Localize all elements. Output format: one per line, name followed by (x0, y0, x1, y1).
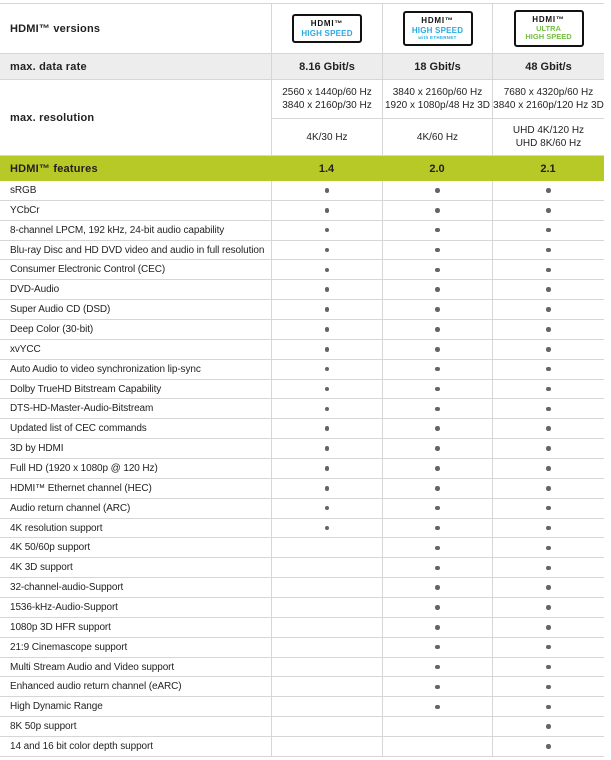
feature-row (0, 399, 604, 419)
support-cell-hdmi14 (271, 340, 382, 359)
support-cell-hdmi14 (271, 459, 382, 478)
support-dot (435, 546, 440, 551)
support-dot (325, 327, 330, 332)
feature-row (0, 380, 604, 400)
support-cell-hdmi14 (271, 697, 382, 716)
support-dot (435, 248, 440, 253)
support-cell-hdmi20 (382, 658, 492, 677)
support-dot (435, 605, 440, 610)
support-cell-hdmi20 (382, 737, 492, 756)
support-cell-hdmi21 (492, 360, 604, 379)
support-dot (546, 307, 551, 312)
feature-row (0, 658, 604, 678)
resolution-primary-hdmi20 (382, 80, 492, 118)
support-dot (435, 566, 440, 571)
support-cell-hdmi21 (492, 221, 604, 240)
hdmi-logo: HDMI™ (310, 18, 344, 28)
hdmi-high-speed-badge (292, 14, 362, 43)
support-dot (325, 466, 330, 471)
support-dot (546, 724, 551, 729)
support-cell-hdmi14 (271, 499, 382, 518)
hdmi-ultra-high-speed-badge (514, 10, 584, 47)
resolution-line: 3840 x 2160p/120 Hz 3D (493, 100, 604, 112)
support-dot (546, 486, 551, 491)
feature-label: Auto Audio to video synchronization lip-sync (10, 363, 201, 375)
support-dot (546, 287, 551, 292)
support-cell-hdmi20 (382, 221, 492, 240)
support-dot (435, 486, 440, 491)
feature-row (0, 419, 604, 439)
features-header-label: HDMI™ features (10, 162, 98, 175)
data-rate-value-hdmi21: 48 Gbit/s (492, 54, 604, 79)
support-cell-hdmi20 (382, 638, 492, 657)
support-dot (546, 446, 551, 451)
resolution-line: 4K/30 Hz (306, 131, 348, 143)
support-cell-hdmi21 (492, 439, 604, 458)
support-dot (435, 685, 440, 690)
resolution-primary-hdmi21 (492, 80, 604, 118)
support-dot (546, 705, 551, 710)
support-cell-hdmi21 (492, 320, 604, 339)
support-cell-hdmi14 (271, 300, 382, 319)
feature-row (0, 519, 604, 539)
support-cell-hdmi14 (271, 538, 382, 557)
support-dot (546, 466, 551, 471)
support-dot (546, 228, 551, 233)
support-dot (546, 685, 551, 690)
support-cell-hdmi20 (382, 538, 492, 557)
support-cell-hdmi20 (382, 499, 492, 518)
support-dot (325, 526, 330, 531)
feature-row (0, 697, 604, 717)
data-rate-row (0, 54, 604, 80)
support-cell-hdmi20 (382, 320, 492, 339)
feature-row (0, 280, 604, 300)
resolution-line: 2560 x 1440p/60 Hz (282, 87, 372, 99)
support-cell-hdmi14 (271, 221, 382, 240)
support-cell-hdmi20 (382, 419, 492, 438)
resolution-label: max. resolution (10, 111, 95, 124)
support-cell-hdmi14 (271, 419, 382, 438)
support-dot (546, 367, 551, 372)
support-cell-hdmi14 (271, 598, 382, 617)
support-dot (546, 426, 551, 431)
badge-speed-label: HIGH SPEED (525, 32, 572, 42)
support-cell-hdmi20 (382, 558, 492, 577)
support-dot (435, 625, 440, 630)
support-cell-hdmi20 (382, 399, 492, 418)
feature-label: Audio return channel (ARC) (10, 502, 131, 514)
feature-row (0, 598, 604, 618)
support-cell-hdmi21 (492, 459, 604, 478)
support-dot (546, 407, 551, 412)
support-cell-hdmi14 (271, 737, 382, 756)
support-dot (546, 546, 551, 551)
support-dot (325, 188, 330, 193)
resolution-line: 4K/60 Hz (416, 131, 459, 143)
support-dot (546, 585, 551, 590)
support-cell-hdmi14 (271, 558, 382, 577)
support-cell-hdmi21 (492, 241, 604, 260)
support-dot (435, 287, 440, 292)
support-dot (325, 407, 330, 412)
feature-label: 4K resolution support (10, 522, 103, 534)
support-dot (435, 347, 440, 352)
support-cell-hdmi21 (492, 519, 604, 538)
feature-row (0, 360, 604, 380)
support-cell-hdmi21 (492, 399, 604, 418)
support-dot (435, 506, 440, 511)
support-cell-hdmi21 (492, 558, 604, 577)
feature-row (0, 340, 604, 360)
support-cell-hdmi20 (382, 519, 492, 538)
feature-label: 3D by HDMI (10, 443, 64, 455)
resolution-secondary-hdmi21 (492, 118, 604, 155)
support-dot (435, 327, 440, 332)
resolution-line: UHD 4K/120 Hz (512, 125, 585, 137)
feature-row (0, 439, 604, 459)
feature-label: YCbCr (10, 204, 40, 216)
feature-label: sRGB (10, 184, 37, 196)
hdmi-comparison-table (0, 3, 604, 757)
support-cell-hdmi21 (492, 578, 604, 597)
support-cell-hdmi14 (271, 439, 382, 458)
support-dot (435, 208, 440, 213)
support-dot (325, 287, 330, 292)
support-dot (435, 426, 440, 431)
support-cell-hdmi21 (492, 717, 604, 736)
support-dot (546, 605, 551, 610)
support-cell-hdmi14 (271, 360, 382, 379)
support-cell-hdmi21 (492, 201, 604, 220)
support-dot (435, 407, 440, 412)
support-dot (435, 228, 440, 233)
feature-label: Updated list of CEC commands (10, 423, 147, 435)
support-dot (325, 426, 330, 431)
hdmi-high-speed-ethernet-badge (403, 11, 473, 46)
support-dot (325, 446, 330, 451)
support-dot (546, 566, 551, 571)
badge-cell-high-speed (271, 4, 382, 53)
support-dot (325, 307, 330, 312)
versions-row (0, 4, 604, 54)
feature-row (0, 558, 604, 578)
feature-label: 4K 3D support (10, 562, 73, 574)
feature-label: Dolby TrueHD Bitstream Capability (10, 383, 162, 395)
feature-row (0, 181, 604, 201)
resolution-line: 3840 x 2160p/30 Hz (282, 100, 372, 112)
feature-label: xvYCC (10, 343, 41, 355)
support-cell-hdmi20 (382, 677, 492, 696)
feature-label: 32-channel-audio-Support (10, 582, 124, 594)
support-cell-hdmi20 (382, 479, 492, 498)
support-cell-hdmi21 (492, 380, 604, 399)
support-cell-hdmi14 (271, 479, 382, 498)
resolution-line: 3840 x 2160p/60 Hz (392, 87, 483, 99)
feature-row (0, 578, 604, 598)
features-list (0, 181, 604, 757)
support-cell-hdmi20 (382, 360, 492, 379)
data-rate-value-hdmi20: 18 Gbit/s (382, 54, 492, 79)
support-dot (325, 347, 330, 352)
support-dot (435, 446, 440, 451)
feature-row (0, 499, 604, 519)
support-dot (435, 268, 440, 273)
support-dot (435, 188, 440, 193)
support-dot (435, 466, 440, 471)
resolution-secondary-hdmi20 (382, 118, 492, 155)
feature-row (0, 320, 604, 340)
support-dot (546, 526, 551, 531)
support-cell-hdmi21 (492, 499, 604, 518)
support-dot (546, 387, 551, 392)
feature-row (0, 737, 604, 757)
badge-cell-high-speed-ethernet (382, 4, 492, 53)
feature-row (0, 717, 604, 737)
support-cell-hdmi20 (382, 300, 492, 319)
support-cell-hdmi21 (492, 737, 604, 756)
feature-row (0, 618, 604, 638)
support-dot (435, 585, 440, 590)
support-dot (325, 208, 330, 213)
support-cell-hdmi20 (382, 717, 492, 736)
badge-speed-label: HIGH SPEED (301, 28, 353, 38)
support-cell-hdmi14 (271, 241, 382, 260)
support-cell-hdmi14 (271, 260, 382, 279)
support-cell-hdmi14 (271, 280, 382, 299)
support-cell-hdmi20 (382, 459, 492, 478)
version-number-hdmi14: 1.4 (318, 162, 335, 175)
support-cell-hdmi21 (492, 697, 604, 716)
feature-label: Multi Stream Audio and Video support (10, 661, 175, 673)
support-cell-hdmi20 (382, 618, 492, 637)
versions-label: HDMI™ versions (10, 22, 101, 35)
feature-row (0, 479, 604, 499)
support-cell-hdmi21 (492, 479, 604, 498)
support-cell-hdmi20 (382, 380, 492, 399)
support-cell-hdmi21 (492, 658, 604, 677)
support-dot (435, 665, 440, 670)
support-dot (546, 347, 551, 352)
feature-label: Consumer Electronic Control (CEC) (10, 264, 166, 276)
feature-row (0, 221, 604, 241)
support-dot (546, 744, 551, 749)
feature-row (0, 241, 604, 261)
feature-row (0, 538, 604, 558)
support-dot (435, 307, 440, 312)
data-rate-label: max. data rate (10, 60, 87, 73)
feature-row (0, 300, 604, 320)
resolution-row (0, 80, 604, 156)
features-header-row (0, 156, 604, 181)
feature-label: 8-channel LPCM, 192 kHz, 24-bit audio capability (10, 224, 225, 236)
support-cell-hdmi14 (271, 399, 382, 418)
badge-ethernet-label: with ETHERNET (418, 35, 457, 41)
badge-ultra-label: ULTRA (536, 23, 561, 33)
feature-label: HDMI™ Ethernet channel (HEC) (10, 482, 152, 494)
support-cell-hdmi14 (271, 519, 382, 538)
support-dot (435, 387, 440, 392)
hdmi-logo: HDMI™ (421, 16, 454, 26)
feature-row (0, 459, 604, 479)
feature-label: 8K 50p support (10, 721, 77, 733)
support-cell-hdmi20 (382, 201, 492, 220)
support-dot (325, 248, 330, 253)
feature-row (0, 201, 604, 221)
support-cell-hdmi21 (492, 300, 604, 319)
support-dot (546, 268, 551, 273)
feature-label: 14 and 16 bit color depth support (10, 740, 153, 752)
resolution-secondary-hdmi14 (271, 118, 382, 155)
support-cell-hdmi21 (492, 538, 604, 557)
support-dot (546, 665, 551, 670)
support-dot (435, 367, 440, 372)
support-dot (325, 387, 330, 392)
support-dot (546, 248, 551, 253)
support-cell-hdmi20 (382, 340, 492, 359)
support-cell-hdmi21 (492, 598, 604, 617)
support-dot (546, 645, 551, 650)
version-number-hdmi20: 2.0 (429, 162, 445, 175)
feature-row (0, 638, 604, 658)
support-cell-hdmi14 (271, 677, 382, 696)
support-cell-hdmi21 (492, 280, 604, 299)
feature-label: Deep Color (30-bit) (10, 323, 94, 335)
version-number-hdmi21: 2.1 (540, 162, 556, 175)
badge-cell-ultra-high-speed (492, 4, 604, 53)
feature-label: 4K 50/60p support (10, 542, 91, 554)
resolution-values (271, 80, 604, 155)
support-cell-hdmi20 (382, 280, 492, 299)
support-dot (435, 705, 440, 710)
hdmi-logo: HDMI™ (532, 15, 565, 25)
support-cell-hdmi14 (271, 380, 382, 399)
support-dot (546, 208, 551, 213)
support-cell-hdmi21 (492, 340, 604, 359)
support-cell-hdmi21 (492, 181, 604, 200)
feature-label: DVD-Audio (10, 284, 60, 296)
feature-label: Enhanced audio return channel (eARC) (10, 681, 182, 693)
feature-row (0, 260, 604, 280)
support-cell-hdmi20 (382, 598, 492, 617)
resolution-line: 1920 x 1080p/48 Hz 3D (384, 100, 491, 112)
support-cell-hdmi14 (271, 717, 382, 736)
support-dot (325, 228, 330, 233)
support-cell-hdmi14 (271, 638, 382, 657)
feature-label: 1536-kHz-Audio-Support (10, 601, 118, 613)
support-cell-hdmi20 (382, 578, 492, 597)
resolution-line: 7680 x 4320p/60 Hz (503, 87, 594, 99)
feature-label: Blu-ray Disc and HD DVD video and audio in full resolution (10, 244, 265, 256)
support-cell-hdmi21 (492, 419, 604, 438)
support-cell-hdmi21 (492, 260, 604, 279)
support-cell-hdmi14 (271, 320, 382, 339)
feature-label: Full HD (1920 x 1080p @ 120 Hz) (10, 462, 158, 474)
support-cell-hdmi14 (271, 201, 382, 220)
data-rate-value-hdmi14: 8.16 Gbit/s (271, 54, 382, 79)
support-cell-hdmi20 (382, 439, 492, 458)
support-dot (325, 268, 330, 273)
support-dot (325, 367, 330, 372)
feature-label: Super Audio CD (DSD) (10, 304, 111, 316)
feature-row (0, 677, 604, 697)
resolution-line: UHD 8K/60 Hz (515, 138, 582, 150)
support-dot (546, 188, 551, 193)
support-cell-hdmi21 (492, 638, 604, 657)
support-cell-hdmi21 (492, 618, 604, 637)
support-cell-hdmi20 (382, 241, 492, 260)
support-dot (435, 645, 440, 650)
support-cell-hdmi20 (382, 260, 492, 279)
support-cell-hdmi21 (492, 677, 604, 696)
feature-label: High Dynamic Range (10, 701, 103, 713)
support-cell-hdmi14 (271, 181, 382, 200)
support-cell-hdmi14 (271, 578, 382, 597)
resolution-primary-hdmi14 (271, 80, 382, 118)
support-dot (435, 526, 440, 531)
support-dot (546, 625, 551, 630)
feature-label: DTS-HD-Master-Audio-Bitstream (10, 403, 154, 415)
support-cell-hdmi20 (382, 697, 492, 716)
support-cell-hdmi20 (382, 181, 492, 200)
feature-label: 21:9 Cinemascope support (10, 641, 128, 653)
support-cell-hdmi14 (271, 658, 382, 677)
support-dot (325, 486, 330, 491)
support-dot (546, 327, 551, 332)
support-cell-hdmi14 (271, 618, 382, 637)
support-dot (546, 506, 551, 511)
badge-speed-label: HIGH SPEED (411, 25, 464, 35)
feature-label: 1080p 3D HFR support (10, 621, 111, 633)
support-dot (325, 506, 330, 511)
